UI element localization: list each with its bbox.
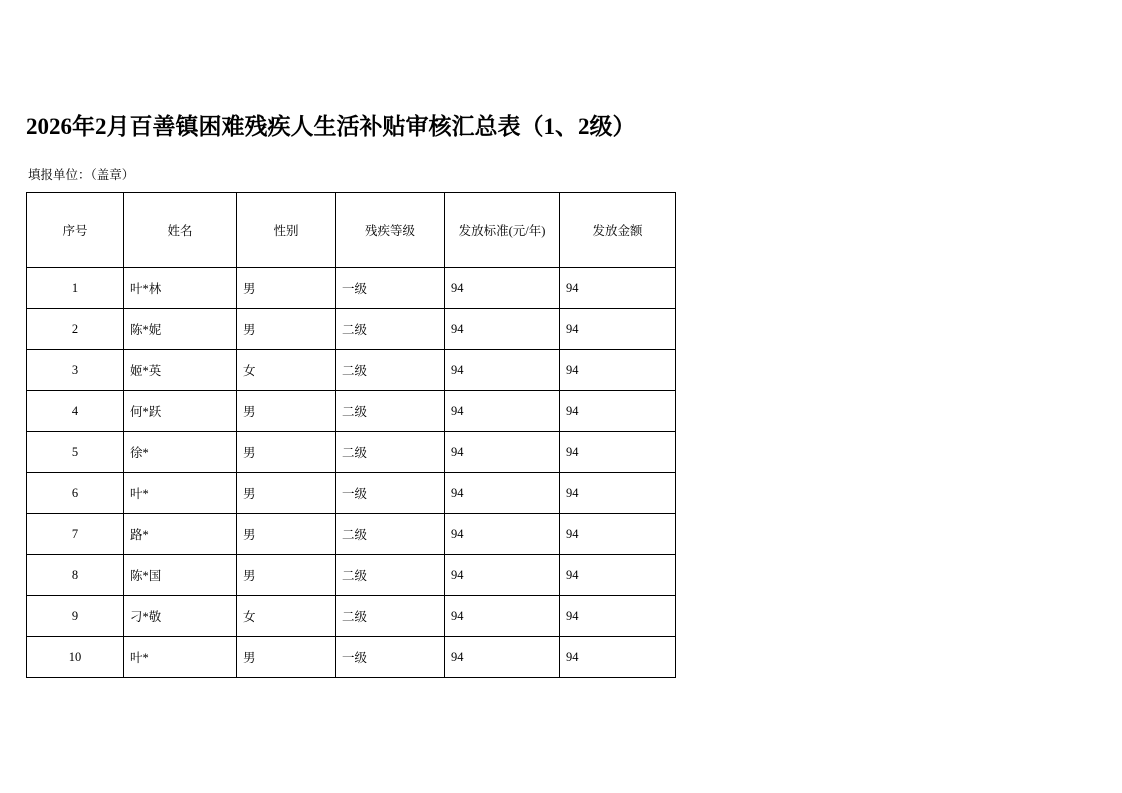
table-row <box>27 637 676 678</box>
cell-name: 陈*国 <box>124 555 237 596</box>
cell-name: 叶* <box>124 637 237 678</box>
cell-index: 7 <box>27 514 124 555</box>
cell-index: 6 <box>27 473 124 514</box>
table-row <box>27 309 676 350</box>
cell-name: 陈*妮 <box>124 309 237 350</box>
cell-amount: 94 <box>560 555 676 596</box>
cell-standard: 94 <box>445 309 560 350</box>
table-row <box>27 514 676 555</box>
table-row <box>27 391 676 432</box>
cell-index: 1 <box>27 268 124 309</box>
cell-standard: 94 <box>445 473 560 514</box>
cell-gender: 男 <box>237 514 336 555</box>
cell-name: 叶* <box>124 473 237 514</box>
cell-name: 姬*英 <box>124 350 237 391</box>
table-row <box>27 268 676 309</box>
table-row <box>27 473 676 514</box>
column-header-name: 姓名 <box>124 193 237 268</box>
cell-amount: 94 <box>560 637 676 678</box>
cell-index: 10 <box>27 637 124 678</box>
cell-disability-level: 一级 <box>336 473 445 514</box>
cell-amount: 94 <box>560 268 676 309</box>
cell-index: 5 <box>27 432 124 473</box>
cell-index: 8 <box>27 555 124 596</box>
cell-index: 9 <box>27 596 124 637</box>
cell-index: 3 <box>27 350 124 391</box>
cell-gender: 男 <box>237 637 336 678</box>
cell-gender: 女 <box>237 350 336 391</box>
cell-standard: 94 <box>445 268 560 309</box>
cell-standard: 94 <box>445 637 560 678</box>
cell-name: 何*跃 <box>124 391 237 432</box>
cell-amount: 94 <box>560 309 676 350</box>
column-header-index: 序号 <box>27 193 124 268</box>
cell-standard: 94 <box>445 350 560 391</box>
cell-gender: 女 <box>237 596 336 637</box>
cell-gender: 男 <box>237 473 336 514</box>
cell-disability-level: 一级 <box>336 637 445 678</box>
cell-index: 2 <box>27 309 124 350</box>
reporting-unit-label: 填报单位：（盖章） <box>28 168 135 182</box>
cell-standard: 94 <box>445 432 560 473</box>
cell-gender: 男 <box>237 391 336 432</box>
cell-name: 路* <box>124 514 237 555</box>
column-header-standard: 发放标准(元/年) <box>445 193 560 268</box>
cell-gender: 男 <box>237 309 336 350</box>
cell-disability-level: 二级 <box>336 309 445 350</box>
cell-standard: 94 <box>445 514 560 555</box>
cell-name: 刁*敬 <box>124 596 237 637</box>
cell-amount: 94 <box>560 596 676 637</box>
cell-disability-level: 二级 <box>336 514 445 555</box>
table-header <box>27 193 676 268</box>
cell-name: 叶*林 <box>124 268 237 309</box>
cell-disability-level: 二级 <box>336 596 445 637</box>
cell-disability-level: 一级 <box>336 268 445 309</box>
cell-standard: 94 <box>445 596 560 637</box>
cell-disability-level: 二级 <box>336 391 445 432</box>
cell-disability-level: 二级 <box>336 350 445 391</box>
cell-gender: 男 <box>237 555 336 596</box>
cell-standard: 94 <box>445 555 560 596</box>
cell-amount: 94 <box>560 514 676 555</box>
table-body <box>27 268 676 678</box>
page-title: 2026年2月百善镇困难残疾人生活补贴审核汇总表（1、2级） <box>26 114 636 139</box>
table-row <box>27 432 676 473</box>
cell-gender: 男 <box>237 268 336 309</box>
column-header-gender: 性别 <box>237 193 336 268</box>
cell-amount: 94 <box>560 391 676 432</box>
column-header-disability-level: 残疾等级 <box>336 193 445 268</box>
cell-amount: 94 <box>560 432 676 473</box>
cell-index: 4 <box>27 391 124 432</box>
table-row <box>27 596 676 637</box>
cell-name: 徐* <box>124 432 237 473</box>
table-row <box>27 555 676 596</box>
column-header-amount: 发放金额 <box>560 193 676 268</box>
cell-gender: 男 <box>237 432 336 473</box>
cell-standard: 94 <box>445 391 560 432</box>
subsidy-summary-table <box>26 192 676 678</box>
cell-disability-level: 二级 <box>336 555 445 596</box>
cell-disability-level: 二级 <box>336 432 445 473</box>
cell-amount: 94 <box>560 473 676 514</box>
table-row <box>27 350 676 391</box>
table-header-row <box>27 193 676 268</box>
cell-amount: 94 <box>560 350 676 391</box>
